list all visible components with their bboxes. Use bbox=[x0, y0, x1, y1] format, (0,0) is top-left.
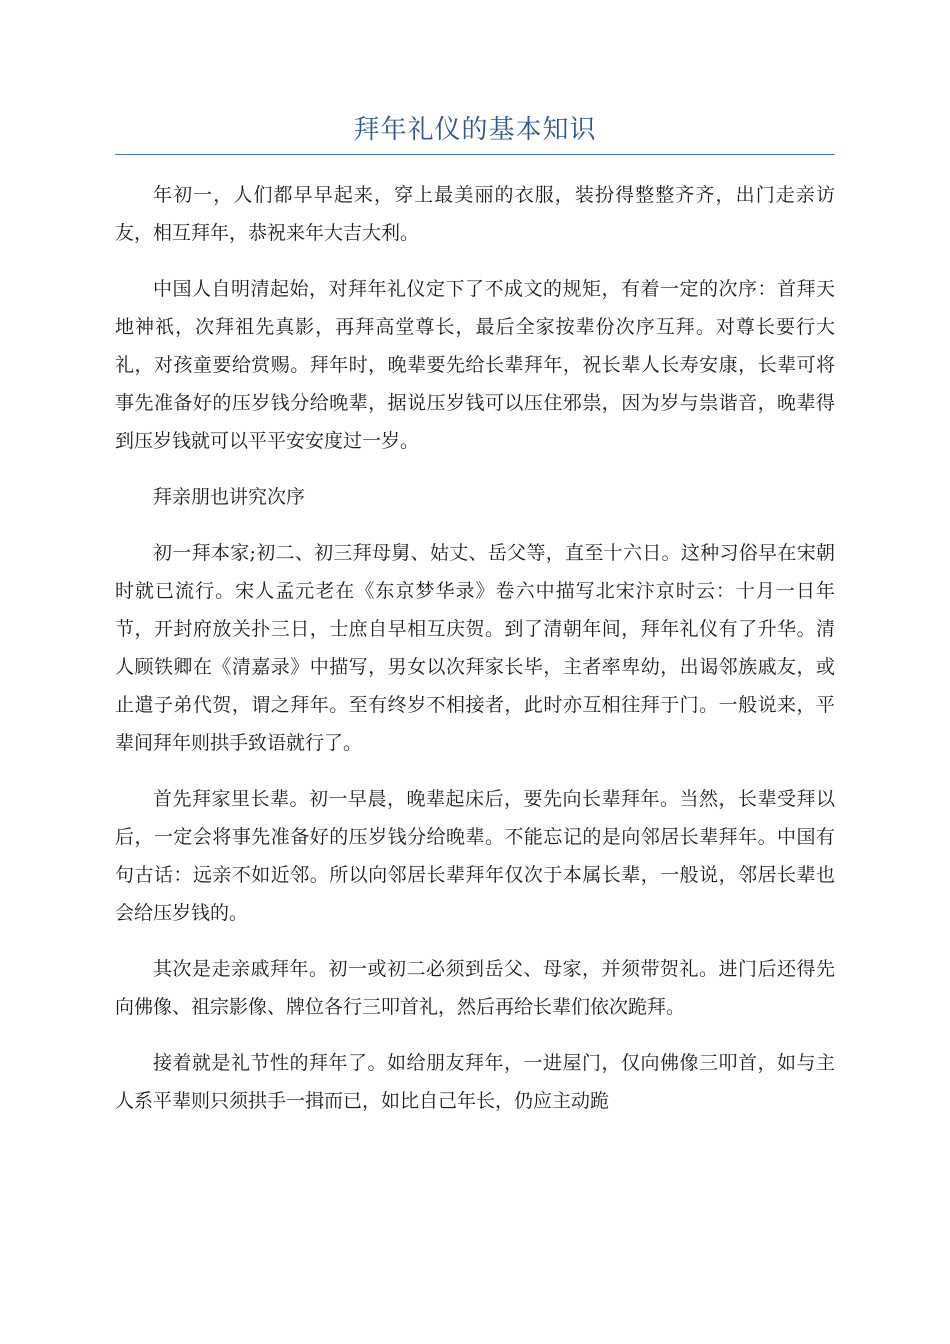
paragraph-2: 中国人自明清起始，对拜年礼仪定下了不成文的规矩，有着一定的次序：首拜天地神祇，次拜祖先真影，再拜高堂尊长，最后全家按辈份次序互拜。对尊长要行大礼，对孩童要给赏赐。拜年时，晚辈要先给长辈拜年，祝长辈人长寿安康，长辈可将事先准备好的压岁钱分给晚辈，据说压岁钱可以压住邪祟，因为岁与祟谐音，晚辈得到压岁钱就可以平平安安度过一岁。 bbox=[115, 278, 835, 452]
paragraph-3: 拜亲朋也讲究次序 bbox=[153, 486, 306, 508]
paragraph-4: 初一拜本家;初二、初三拜母舅、姑丈、岳父等，直至十六日。这种习俗早在宋朝时就已流行。宋人孟元老在《东京梦华录》卷六中描写北宋汴京时云：十月一日年节，开封府放关扑三日，士庶自早相互庆贺。到了清朝年间，拜年礼仪有了升华。清人顾铁卿在《清嘉录》中描写，男女以次拜家长毕，主者率卑幼，出谒邻族戚友，或止遣子弟代贺，谓之拜年。至有终岁不相接者，此时亦互相往拜于门。一般说来，平辈间拜年则拱手致语就行了。 bbox=[115, 542, 835, 754]
paragraph-7: 接着就是礼节性的拜年了。如给朋友拜年，一进屋门，仅向佛像三叩首，如与主人系平辈则只须拱手一揖而已，如比自己年长，仍应主动跪 bbox=[115, 1052, 835, 1112]
title-underline bbox=[115, 154, 835, 155]
paragraph-1: 年初一，人们都早早起来，穿上最美丽的衣服，装扮得整整齐齐，出门走亲访友，相互拜年，恭祝来年大吉大利。 bbox=[115, 184, 835, 244]
document-body bbox=[115, 176, 835, 1138]
paragraph-6: 其次是走亲戚拜年。初一或初二必须到岳父、母家，并须带贺礼。进门后还得先向佛像、祖宗影像、牌位各行三叩首礼，然后再给长辈们依次跪拜。 bbox=[115, 958, 835, 1018]
paragraph-5: 首先拜家里长辈。初一早晨，晚辈起床后，要先向长辈拜年。当然，长辈受拜以后，一定会将事先准备好的压岁钱分给晚辈。不能忘记的是向邻居长辈拜年。中国有句古话：远亲不如近邻。所以向邻居长辈拜年仅次于本属长辈，一般说，邻居长辈也会给压岁钱的。 bbox=[115, 788, 835, 924]
page-title: 拜年礼仪的基本知识 bbox=[353, 115, 597, 145]
